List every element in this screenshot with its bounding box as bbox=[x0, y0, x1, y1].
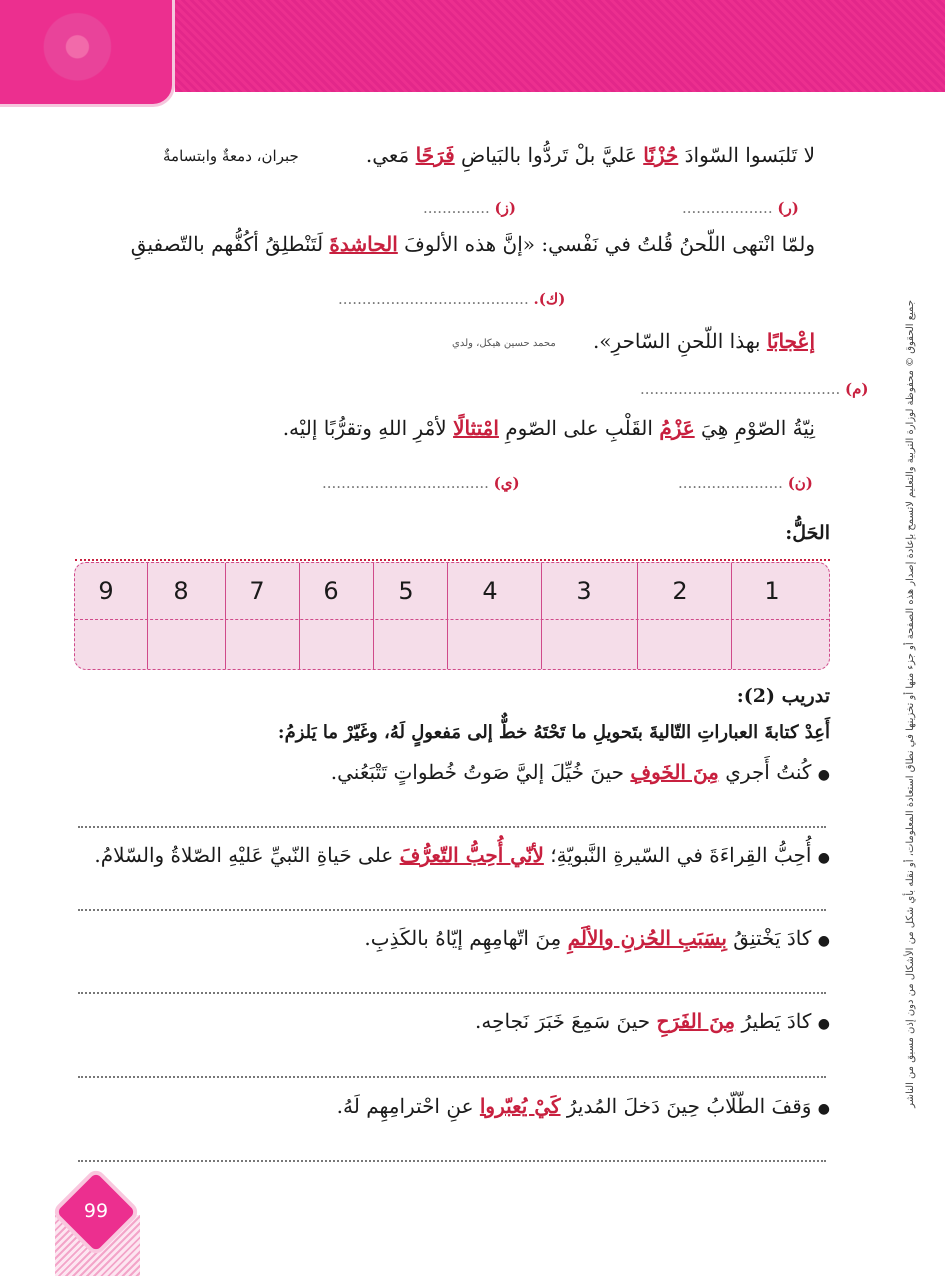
underlined-phrase: لأنّي أُحِبُّ التّعرُّفَ bbox=[399, 843, 544, 867]
underlined-word: حُزْنًا bbox=[643, 143, 679, 167]
underlined-phrase: مِنَ الفَرَحِ bbox=[656, 1009, 736, 1033]
exercise-heading: تدريب (2): bbox=[736, 685, 830, 707]
answer-blank-n: (ن) ...................... bbox=[678, 474, 813, 492]
exercise-item: ● كُنتُ أَجري مِنَ الخَوفِ حينَ خُيِّلَ إليَّ صَوتُ خُطواتٍ تَتْبَعُني. bbox=[330, 760, 830, 784]
solution-table bbox=[74, 562, 830, 670]
passage-line-4: نِيّةُ الصّوْمِ هِيَ عَزْمُ القَلْبِ على الصّومِ امْتثالًا لأمْرِ اللهِ وتقرُّبًا إليْه. bbox=[282, 416, 815, 440]
bullet-icon: ● bbox=[817, 933, 830, 949]
bullet-icon: ● bbox=[817, 850, 830, 866]
answer-blank-m: (م) .......................................... bbox=[640, 380, 869, 398]
underlined-word: امْتثالًا bbox=[453, 416, 499, 440]
table-header-cell: 9 bbox=[98, 577, 114, 605]
table-header-cell: 2 bbox=[672, 577, 688, 605]
table-header-cell: 5 bbox=[398, 577, 414, 605]
table-header-cell: 3 bbox=[576, 577, 592, 605]
header-banner bbox=[175, 0, 945, 92]
underlined-word: الحاشدةَ bbox=[329, 232, 398, 256]
answer-line[interactable] bbox=[78, 826, 826, 828]
bullet-icon: ● bbox=[817, 1016, 830, 1032]
answer-line[interactable] bbox=[78, 1076, 826, 1078]
underlined-phrase: مِنَ الخَوفِ bbox=[630, 760, 719, 784]
answer-line[interactable] bbox=[78, 992, 826, 994]
table-header-cell: 6 bbox=[323, 577, 339, 605]
answer-blank-r: (ر) ................... bbox=[682, 199, 799, 217]
exercise-item: ● وَقفَ الطّلّابُ حِينَ دَخلَ المُديرُ كَيْ يُعبّروا عنِ احْترامِهِم لَهُ. bbox=[336, 1094, 830, 1118]
source-citation: محمد حسين هيكل، ولدي bbox=[452, 338, 556, 349]
table-header-cell: 4 bbox=[482, 577, 498, 605]
answer-blank-y: (ي) ................................... bbox=[322, 474, 520, 492]
copyright-side-note: جميع الحقوق © محفوظة لوزارة التربية والتعليم لاتسمح بإعادة إصدار هذه الصفحة أو جزء منها أو تخزينها في نطاق استعادة المعلومات، أو نقله بأي شكل من الأشكال من دون إذن مسبق من الناشر bbox=[905, 300, 916, 1108]
underlined-word: فَرَحًا bbox=[415, 143, 455, 167]
table-header-cell: 8 bbox=[173, 577, 189, 605]
answer-line[interactable] bbox=[78, 909, 826, 911]
passage-line-3: إعْجابًا بهذا اللّحنِ السّاحرِ». bbox=[592, 329, 815, 353]
passage-line-1: لا تَلبَسوا السّوادَ حُزْنًا عَليَّ بلْ تَردُّوا بالبَياضِ فَرَحًا مَعي. bbox=[365, 143, 815, 167]
corner-decoration bbox=[0, 0, 175, 107]
answer-blank-k: (ك). ........................................ bbox=[338, 290, 566, 308]
divider bbox=[75, 559, 830, 561]
answer-line[interactable] bbox=[78, 1160, 826, 1162]
table-header-cell: 7 bbox=[249, 577, 265, 605]
table-header-cell: 1 bbox=[764, 577, 780, 605]
underlined-phrase: كَيْ يُعبّروا bbox=[479, 1094, 561, 1118]
underlined-word: عَزْمُ bbox=[659, 416, 695, 440]
exercise-item: ● كادَ يَخْتنِقُ بِسَبَبِ الحُزنِ والألَمِ مِنَ اتّهامِهِم إيّاهُ بالكَذِبِ. bbox=[364, 926, 830, 950]
passage-line-2: ولمّا انْتهى اللّحنُ قُلتُ في نَفْسي: «إنَّ هذه الألوفَ الحاشدةَ لَتَنْطلِقُ أكُفُّهم بالتّصفيقِ bbox=[130, 232, 815, 256]
bullet-icon: ● bbox=[817, 1101, 830, 1117]
source-citation: جبران، دمعةٌ وابتسامةٌ bbox=[163, 147, 299, 165]
solution-heading: الحَلُّ: bbox=[785, 522, 830, 544]
exercise-item: ● كادَ يَطيرُ مِنَ الفَرَحِ حينَ سَمِعَ خَبَرَ نَجاحِه. bbox=[475, 1009, 830, 1033]
page-number: 99 bbox=[83, 1200, 109, 1222]
exercise-item: ● أُحِبُّ القِراءَةَ في السّيرةِ النَّبويّةِ؛ لأنّي أُحِبُّ التّعرُّفَ على حَياةِ النّبيِّ عَليْهِ الصّلاةُ والسّلامُ. bbox=[94, 843, 830, 867]
answer-blank-z: (ز) .............. bbox=[423, 199, 516, 217]
underlined-word: إعْجابًا bbox=[766, 329, 815, 353]
bullet-icon: ● bbox=[817, 767, 830, 783]
exercise-instruction: أَعِدْ كتابةَ العباراتِ التّاليةَ بتَحويلِ ما تَحْتَهُ خطٌّ إلى مَفعولٍ لَهُ، وغَيّرْ ما يَلزمُ: bbox=[277, 722, 830, 743]
underlined-phrase: بِسَبَبِ الحُزنِ والألَمِ bbox=[567, 926, 727, 950]
